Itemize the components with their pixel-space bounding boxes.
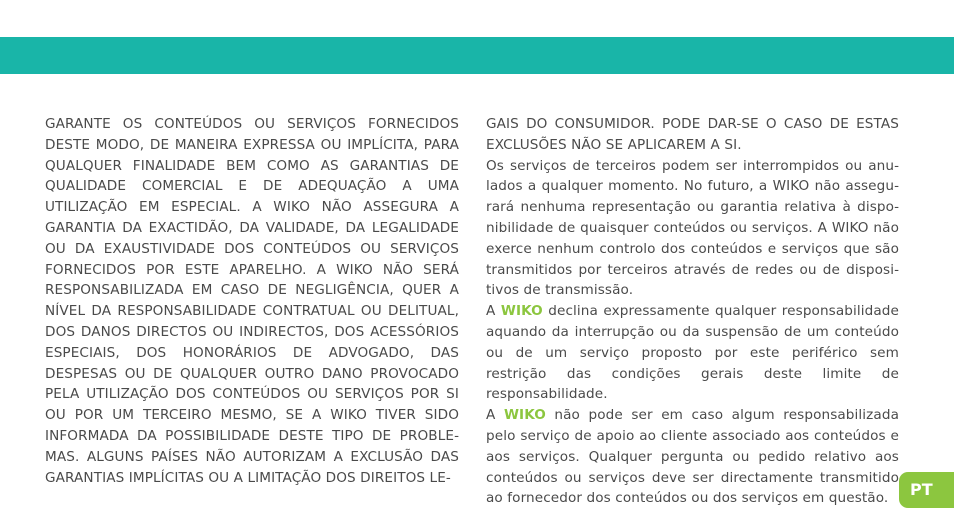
disclaimer-paragraph: GARANTE OS CONTEÚDOS OU SERVIÇOS FORNECIDOS DESTE MODO, DE MANEIRA EXPRESSA OU IMPLÍCITA, PARA QUALQUER FINALIDADE BEM COMO AS GARANTIAS DE QUALIDADE COMERCIAL E DE ADEQUAÇÃO A UMA UTILIZAÇÃO EM ESPECIAL. A WIKO NÃO ASSEGURA A GARANTIA DA EXACTIDÃO, DA VALIDADE, DA LEGALIDADE OU DA EXAUSTIVIDADE DOS CONTEÚDOS OU SERVIÇOS FORNECIDOS POR ESTE APARELHO. A WIKO NÃO SERÁ RESPONSABILIZADA EM CASO DE NEGLIGÊNCIA, QUER A NÍVEL DA RESPONSABILIDADE CONTRATUAL OU DELITUAL, DOS DANOS DIRECTOS OU INDIRECTOS, DOS ACESSÓRIOS ESPECIAIS, DOS HONORÁRIOS DE ADVOGADO, DAS DESPESAS OU DE QUALQUER OUTRO DANO PROVOCADO PELA UTILIZAÇÃO DOS CONTEÚDOS OU SERVIÇOS POR SI OU POR UM TERCEIRO MESMO, SE A WIKO TIVER SIDO INFORMADA DA POSSIBILIDADE DESTE TIPO DE PROBLEMAS. ALGUNS PAÍSES NÃO AUTORIZAM A EXCLUSÃO DAS GARANTIAS IMPLÍCITAS OU A LIMITAÇÃO DOS DIREITOS LE-: [45, 116, 459, 486]
paragraph-body: não pode ser em caso algum responsabilizada pelo serviço de apoio ao cliente associado aos conteúdos e aos serviços. Qualquer pergunta ou pedido relativo aos conteúdos ou serviços deve ser directamente transmitido ao fornecedor dos conteúdos ou dos serviços em questão.: [486, 407, 899, 507]
header-band: [0, 37, 954, 74]
consumer-rights-paragraph: GAIS DO CONSUMIDOR. PODE DAR-SE O CASO DE ESTAS EXCLUSÕES NÃO SE APLICAREM A SI.: [486, 116, 899, 153]
brand-name: WIKO: [503, 407, 546, 424]
customer-support-paragraph: [486, 405, 899, 509]
paragraph-body: declina expressamente qualquer responsabilidade aquando da interrupção ou da suspensão de um conteúdo ou de um serviço proposto por este periférico sem restrição das condições gerais deste limite de responsabilidade.: [486, 303, 899, 403]
paragraph-prefix: A: [486, 303, 496, 320]
right-text-column: [486, 114, 899, 509]
interruption-liability-paragraph: [486, 301, 899, 405]
language-tab-pt: PT: [899, 472, 954, 508]
third-party-services-paragraph: Os serviços de terceiros podem ser interrompidos ou anulados a qualquer momento. No futuro, a WIKO não assegurará nenhuma representação ou garantia relativa à disponibilidade de quaisquer conteúdos ou serviços. A WIKO não exerce nenhum controlo dos conteúdos e serviços que são transmitidos por terceiros através de redes ou de dispositivos de transmissão.: [486, 157, 899, 299]
brand-name: WIKO: [500, 303, 543, 320]
paragraph-prefix: A: [486, 407, 496, 424]
left-text-column: [45, 114, 459, 488]
